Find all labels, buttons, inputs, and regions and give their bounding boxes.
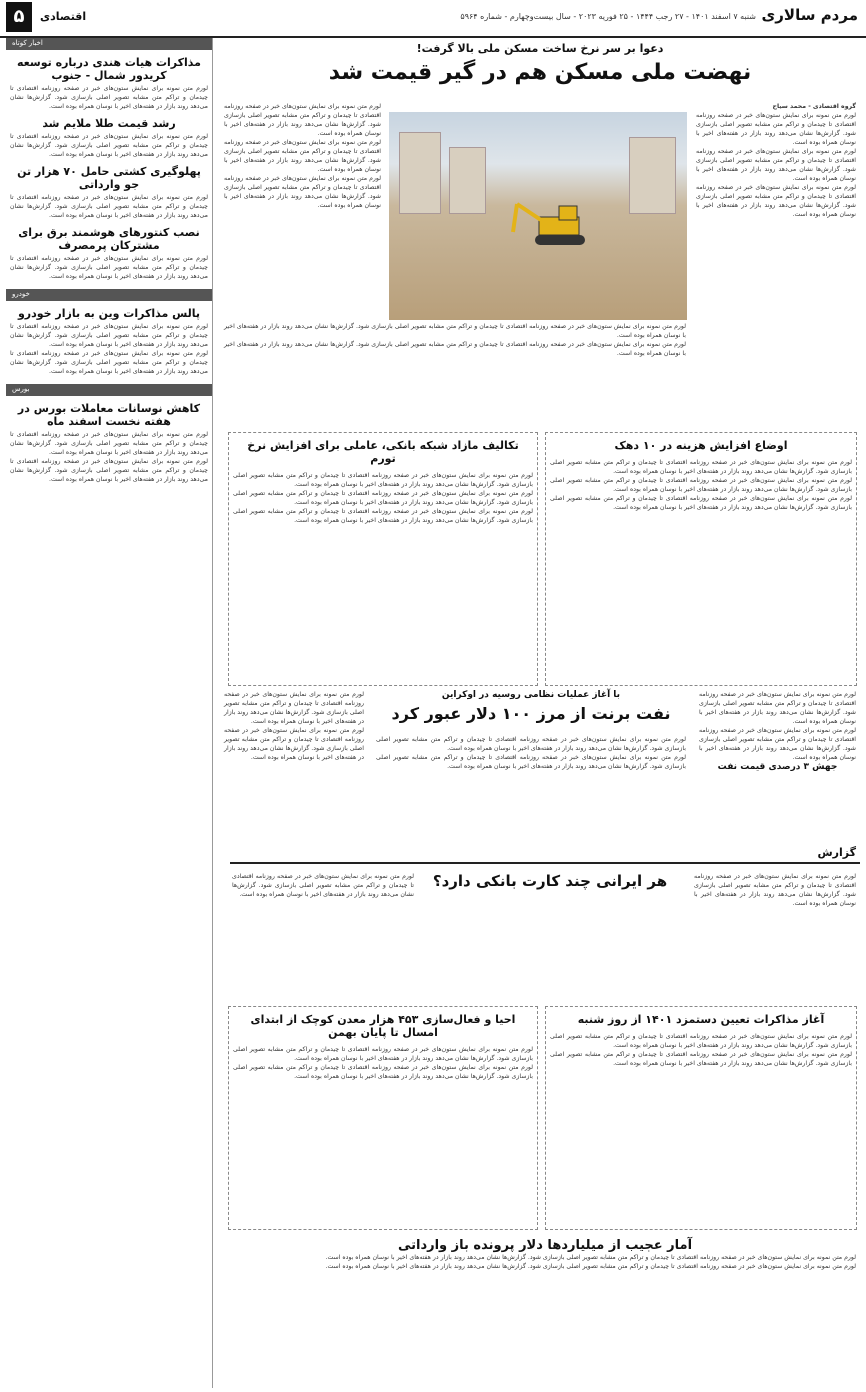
oil-body: لورم متن نمونه برای نمایش ستون‌های خبر در صفحه روزنامه اقتصادی تا چیدمان و تراکم متن مشابه تصویر اصلی بازسازی شود. گزارش‌ها نشان می‌دهد روند بازار در هفته‌های اخیر با نوسان همراه بوده است.	[224, 727, 364, 761]
sidebar-body: لورم متن نمونه برای نمایش ستون‌های خبر در صفحه روزنامه اقتصادی تا چیدمان و تراکم متن مشابه تصویر اصلی بازسازی شود. گزارش‌ها نشان می‌دهد روند بازار در هفته‌های اخیر با نوسان همراه بوده است.	[10, 255, 208, 280]
lead-column-3	[220, 102, 385, 210]
sidebar-body: لورم متن نمونه برای نمایش ستون‌های خبر در صفحه روزنامه اقتصادی تا چیدمان و تراکم متن مشابه تصویر اصلی بازسازی شود. گزارش‌ها نشان می‌دهد روند بازار در هفته‌های اخیر با نوسان همراه بوده است.	[10, 323, 208, 348]
lead-column-1	[692, 102, 860, 219]
excavator-icon	[509, 192, 599, 252]
report-body: لورم متن نمونه برای نمایش ستون‌های خبر در صفحه روزنامه اقتصادی تا چیدمان و تراکم متن مشابه تصویر اصلی بازسازی شود. گزارش‌ها نشان می‌دهد روند بازار در هفته‌های اخیر با نوسان همراه بوده است.	[694, 873, 856, 907]
lead-body: لورم متن نمونه برای نمایش ستون‌های خبر در صفحه روزنامه اقتصادی تا چیدمان و تراکم متن مشابه تصویر اصلی بازسازی شود. گزارش‌ها نشان می‌دهد روند بازار در هفته‌های اخیر با نوسان همراه بوده است.	[224, 139, 381, 173]
paper-name: مردم سالاری	[761, 6, 858, 24]
oil-headline: نفت برنت از مرز ۱۰۰ دلار عبور کرد	[391, 704, 671, 723]
sidebar-body: لورم متن نمونه برای نمایش ستون‌های خبر در صفحه روزنامه اقتصادی تا چیدمان و تراکم متن مشابه تصویر اصلی بازسازی شود. گزارش‌ها نشان می‌دهد روند بازار در هفته‌های اخیر با نوسان همراه بوده است.	[10, 431, 208, 456]
box-body: لورم متن نمونه برای نمایش ستون‌های خبر در صفحه روزنامه اقتصادی تا چیدمان و تراکم متن مشابه تصویر اصلی بازسازی شود. گزارش‌ها نشان می‌دهد روند بازار در هفته‌های اخیر با نوسان همراه بوده است.	[550, 459, 852, 475]
sidebar-headline: رشد قیمت طلا ملایم شد	[42, 117, 176, 130]
box-headline: احیا و فعال‌سازی ۴۵۳ هزار معدن کوچک از ابتدای امسال تا پایان بهمن	[250, 1013, 516, 1039]
lead-body: لورم متن نمونه برای نمایش ستون‌های خبر در صفحه روزنامه اقتصادی تا چیدمان و تراکم متن مشابه تصویر اصلی بازسازی شود. گزارش‌ها نشان می‌دهد روند بازار در هفته‌های اخیر با نوسان همراه بوده است.	[224, 341, 686, 357]
lead-kicker: دعوا بر سر نرخ ساخت مسکن ملی بالا گرفت!	[416, 42, 664, 55]
oil-body: لورم متن نمونه برای نمایش ستون‌های خبر در صفحه روزنامه اقتصادی تا چیدمان و تراکم متن مشابه تصویر اصلی بازسازی شود. گزارش‌ها نشان می‌دهد روند بازار در هفته‌های اخیر با نوسان همراه بوده است.	[699, 727, 856, 761]
box-body: لورم متن نمونه برای نمایش ستون‌های خبر در صفحه روزنامه اقتصادی تا چیدمان و تراکم متن مشابه تصویر اصلی بازسازی شود. گزارش‌ها نشان می‌دهد روند بازار در هفته‌های اخیر با نوسان همراه بوده است.	[550, 1051, 852, 1067]
sidebar-label-news: اخبار کوتاه	[6, 38, 212, 50]
oil-body: لورم متن نمونه برای نمایش ستون‌های خبر در صفحه روزنامه اقتصادی تا چیدمان و تراکم متن مشابه تصویر اصلی بازسازی شود. گزارش‌ها نشان می‌دهد روند بازار در هفته‌های اخیر با نوسان همراه بوده است.	[699, 691, 856, 725]
box-body: لورم متن نمونه برای نمایش ستون‌های خبر در صفحه روزنامه اقتصادی تا چیدمان و تراکم متن مشابه تصویر اصلی بازسازی شود. گزارش‌ها نشان می‌دهد روند بازار در هفته‌های اخیر با نوسان همراه بوده است.	[233, 490, 533, 506]
lead-byline: گروه اقتصادی - محمد سیاح	[772, 103, 856, 110]
sidebar-body: لورم متن نمونه برای نمایش ستون‌های خبر در صفحه روزنامه اقتصادی تا چیدمان و تراکم متن مشابه تصویر اصلی بازسازی شود. گزارش‌ها نشان می‌دهد روند بازار در هفته‌های اخیر با نوسان همراه بوده است.	[10, 133, 208, 158]
box-body: لورم متن نمونه برای نمایش ستون‌های خبر در صفحه روزنامه اقتصادی تا چیدمان و تراکم متن مشابه تصویر اصلی بازسازی شود. گزارش‌ها نشان می‌دهد روند بازار در هفته‌های اخیر با نوسان همراه بوده است.	[233, 1064, 533, 1080]
lead-headline: نهضت ملی مسکن هم در گیر قیمت شد	[328, 60, 752, 85]
lead-continuation	[220, 322, 690, 358]
box-body: لورم متن نمونه برای نمایش ستون‌های خبر در صفحه روزنامه اقتصادی تا چیدمان و تراکم متن مشابه تصویر اصلی بازسازی شود. گزارش‌ها نشان می‌دهد روند بازار در هفته‌های اخیر با نوسان همراه بوده است.	[233, 472, 533, 488]
report-column-1	[690, 872, 860, 908]
sidebar-headline: پالس مذاکرات وین به بازار خودرو	[17, 307, 201, 320]
box-body: لورم متن نمونه برای نمایش ستون‌های خبر در صفحه روزنامه اقتصادی تا چیدمان و تراکم متن مشابه تصویر اصلی بازسازی شود. گزارش‌ها نشان می‌دهد روند بازار در هفته‌های اخیر با نوسان همراه بوده است.	[233, 508, 533, 524]
imports-article	[230, 1238, 860, 1271]
section-name: اقتصادی	[40, 10, 87, 23]
imports-body: لورم متن نمونه برای نمایش ستون‌های خبر در صفحه روزنامه اقتصادی تا چیدمان و تراکم متن مشابه تصویر اصلی بازسازی شود. گزارش‌ها نشان می‌دهد روند بازار در هفته‌های اخیر با نوسان همراه بوده است.	[325, 1263, 856, 1270]
sidebar-headline: مذاکرات هیات هندی درباره توسعه کریدور شمال - جنوب	[17, 56, 201, 82]
box-article-banking	[228, 432, 538, 686]
report-headline: هر ایرانی چند کارت بانکی دارد؟	[432, 872, 668, 890]
sidebar-label-auto: خودرو	[6, 289, 212, 301]
lead-body: لورم متن نمونه برای نمایش ستون‌های خبر در صفحه روزنامه اقتصادی تا چیدمان و تراکم متن مشابه تصویر اصلی بازسازی شود. گزارش‌ها نشان می‌دهد روند بازار در هفته‌های اخیر با نوسان همراه بوده است.	[224, 103, 381, 137]
report-column-2	[228, 872, 418, 899]
sidebar-body: لورم متن نمونه برای نمایش ستون‌های خبر در صفحه روزنامه اقتصادی تا چیدمان و تراکم متن مشابه تصویر اصلی بازسازی شود. گزارش‌ها نشان می‌دهد روند بازار در هفته‌های اخیر با نوسان همراه بوده است.	[10, 85, 208, 110]
oil-header	[372, 690, 690, 723]
box-body: لورم متن نمونه برای نمایش ستون‌های خبر در صفحه روزنامه اقتصادی تا چیدمان و تراکم متن مشابه تصویر اصلی بازسازی شود. گزارش‌ها نشان می‌دهد روند بازار در هفته‌های اخیر با نوسان همراه بوده است.	[550, 495, 852, 511]
oil-kicker: با آغاز عملیات نظامی روسیه در اوکراین	[441, 690, 621, 700]
box-headline: آغاز مذاکرات تعیین دستمزد ۱۴۰۱ از روز شنبه	[577, 1013, 825, 1026]
box-body: لورم متن نمونه برای نمایش ستون‌های خبر در صفحه روزنامه اقتصادی تا چیدمان و تراکم متن مشابه تصویر اصلی بازسازی شود. گزارش‌ها نشان می‌دهد روند بازار در هفته‌های اخیر با نوسان همراه بوده است.	[550, 1033, 852, 1049]
sidebar-headline: کاهش نوسانات معاملات بورس در هفته نخست اسفند ماه	[17, 402, 201, 428]
imports-body: لورم متن نمونه برای نمایش ستون‌های خبر در صفحه روزنامه اقتصادی تا چیدمان و تراکم متن مشابه تصویر اصلی بازسازی شود. گزارش‌ها نشان می‌دهد روند بازار در هفته‌های اخیر با نوسان همراه بوده است.	[325, 1254, 856, 1261]
box-body: لورم متن نمونه برای نمایش ستون‌های خبر در صفحه روزنامه اقتصادی تا چیدمان و تراکم متن مشابه تصویر اصلی بازسازی شود. گزارش‌ها نشان می‌دهد روند بازار در هفته‌های اخیر با نوسان همراه بوده است.	[233, 1046, 533, 1062]
oil-body: لورم متن نمونه برای نمایش ستون‌های خبر در صفحه روزنامه اقتصادی تا چیدمان و تراکم متن مشابه تصویر اصلی بازسازی شود. گزارش‌ها نشان می‌دهد روند بازار در هفته‌های اخیر با نوسان همراه بوده است.	[376, 736, 686, 752]
lead-body: لورم متن نمونه برای نمایش ستون‌های خبر در صفحه روزنامه اقتصادی تا چیدمان و تراکم متن مشابه تصویر اصلی بازسازی شود. گزارش‌ها نشان می‌دهد روند بازار در هفته‌های اخیر با نوسان همراه بوده است.	[696, 148, 856, 182]
sidebar-headline: پهلوگیری کشتی حامل ۷۰ هزار تن جو وارداتی	[17, 165, 201, 191]
sidebar-headline: نصب کنتورهای هوشمند برق برای مشترکان پرمصرف	[18, 226, 200, 252]
masthead	[0, 0, 866, 38]
box-mines	[228, 1006, 538, 1230]
oil-body: لورم متن نمونه برای نمایش ستون‌های خبر در صفحه روزنامه اقتصادی تا چیدمان و تراکم متن مشابه تصویر اصلی بازسازی شود. گزارش‌ها نشان می‌دهد روند بازار در هفته‌های اخیر با نوسان همراه بوده است.	[376, 754, 686, 770]
building-icon	[449, 147, 486, 214]
oil-body: لورم متن نمونه برای نمایش ستون‌های خبر در صفحه روزنامه اقتصادی تا چیدمان و تراکم متن مشابه تصویر اصلی بازسازی شود. گزارش‌ها نشان می‌دهد روند بازار در هفته‌های اخیر با نوسان همراه بوده است.	[224, 691, 364, 725]
box-wage-talks	[545, 1006, 857, 1230]
sidebar-label-bourse: بورس	[6, 384, 212, 396]
sidebar-body: لورم متن نمونه برای نمایش ستون‌های خبر در صفحه روزنامه اقتصادی تا چیدمان و تراکم متن مشابه تصویر اصلی بازسازی شود. گزارش‌ها نشان می‌دهد روند بازار در هفته‌های اخیر با نوسان همراه بوده است.	[10, 350, 208, 375]
box-headline: تکالیف مازاد شبکه بانکی، عاملی برای افزایش نرخ تورم	[247, 439, 519, 465]
lead-body: لورم متن نمونه برای نمایش ستون‌های خبر در صفحه روزنامه اقتصادی تا چیدمان و تراکم متن مشابه تصویر اصلی بازسازی شود. گزارش‌ها نشان می‌دهد روند بازار در هفته‌های اخیر با نوسان همراه بوده است.	[224, 175, 381, 209]
box-headline: اوضاع افزایش هزینه در ۱۰ دهک	[614, 439, 788, 452]
lead-body: لورم متن نمونه برای نمایش ستون‌های خبر در صفحه روزنامه اقتصادی تا چیدمان و تراکم متن مشابه تصویر اصلی بازسازی شود. گزارش‌ها نشان می‌دهد روند بازار در هفته‌های اخیر با نوسان همراه بوده است.	[696, 112, 856, 146]
date-line: شنبه ۷ اسفند ۱۴۰۱ - ۲۷ رجب ۱۴۴۴ - ۲۵ فوریه ۲۰۲۳ - سال بیست‌وچهارم - شماره ۵۹۶۴	[460, 12, 756, 21]
box-article-deciles	[545, 432, 857, 686]
page-number: ۵	[6, 2, 32, 32]
lead-body: لورم متن نمونه برای نمایش ستون‌های خبر در صفحه روزنامه اقتصادی تا چیدمان و تراکم متن مشابه تصویر اصلی بازسازی شود. گزارش‌ها نشان می‌دهد روند بازار در هفته‌های اخیر با نوسان همراه بوده است.	[224, 323, 686, 339]
oil-subhead: جهش ۳ درصدی قیمت نفت	[717, 762, 838, 772]
box-body: لورم متن نمونه برای نمایش ستون‌های خبر در صفحه روزنامه اقتصادی تا چیدمان و تراکم متن مشابه تصویر اصلی بازسازی شود. گزارش‌ها نشان می‌دهد روند بازار در هفته‌های اخیر با نوسان همراه بوده است.	[550, 477, 852, 493]
imports-headline: آمار عجیب از میلیاردها دلار پرونده باز وارداتی	[397, 1238, 693, 1253]
report-label: گزارش	[817, 846, 856, 859]
sidebar	[6, 38, 213, 1388]
building-icon	[399, 132, 441, 214]
sidebar-body: لورم متن نمونه برای نمایش ستون‌های خبر در صفحه روزنامه اقتصادی تا چیدمان و تراکم متن مشابه تصویر اصلی بازسازی شود. گزارش‌ها نشان می‌دهد روند بازار در هفته‌های اخیر با نوسان همراه بوده است.	[10, 194, 208, 219]
sidebar-body: لورم متن نمونه برای نمایش ستون‌های خبر در صفحه روزنامه اقتصادی تا چیدمان و تراکم متن مشابه تصویر اصلی بازسازی شود. گزارش‌ها نشان می‌دهد روند بازار در هفته‌های اخیر با نوسان همراه بوده است.	[10, 458, 208, 483]
report-body: لورم متن نمونه برای نمایش ستون‌های خبر در صفحه روزنامه اقتصادی تا چیدمان و تراکم متن مشابه تصویر اصلی بازسازی شود. گزارش‌ها نشان می‌دهد روند بازار در هفته‌های اخیر با نوسان همراه بوده است.	[232, 873, 414, 898]
report-section-bar	[230, 846, 860, 864]
lead-photo-construction-site	[389, 112, 687, 320]
report-header	[420, 872, 680, 890]
lead-body: لورم متن نمونه برای نمایش ستون‌های خبر در صفحه روزنامه اقتصادی تا چیدمان و تراکم متن مشابه تصویر اصلی بازسازی شود. گزارش‌ها نشان می‌دهد روند بازار در هفته‌های اخیر با نوسان همراه بوده است.	[696, 184, 856, 218]
oil-column-2	[372, 735, 690, 771]
building-icon	[629, 137, 676, 214]
oil-column-3	[220, 690, 368, 762]
oil-column-1	[695, 690, 860, 772]
